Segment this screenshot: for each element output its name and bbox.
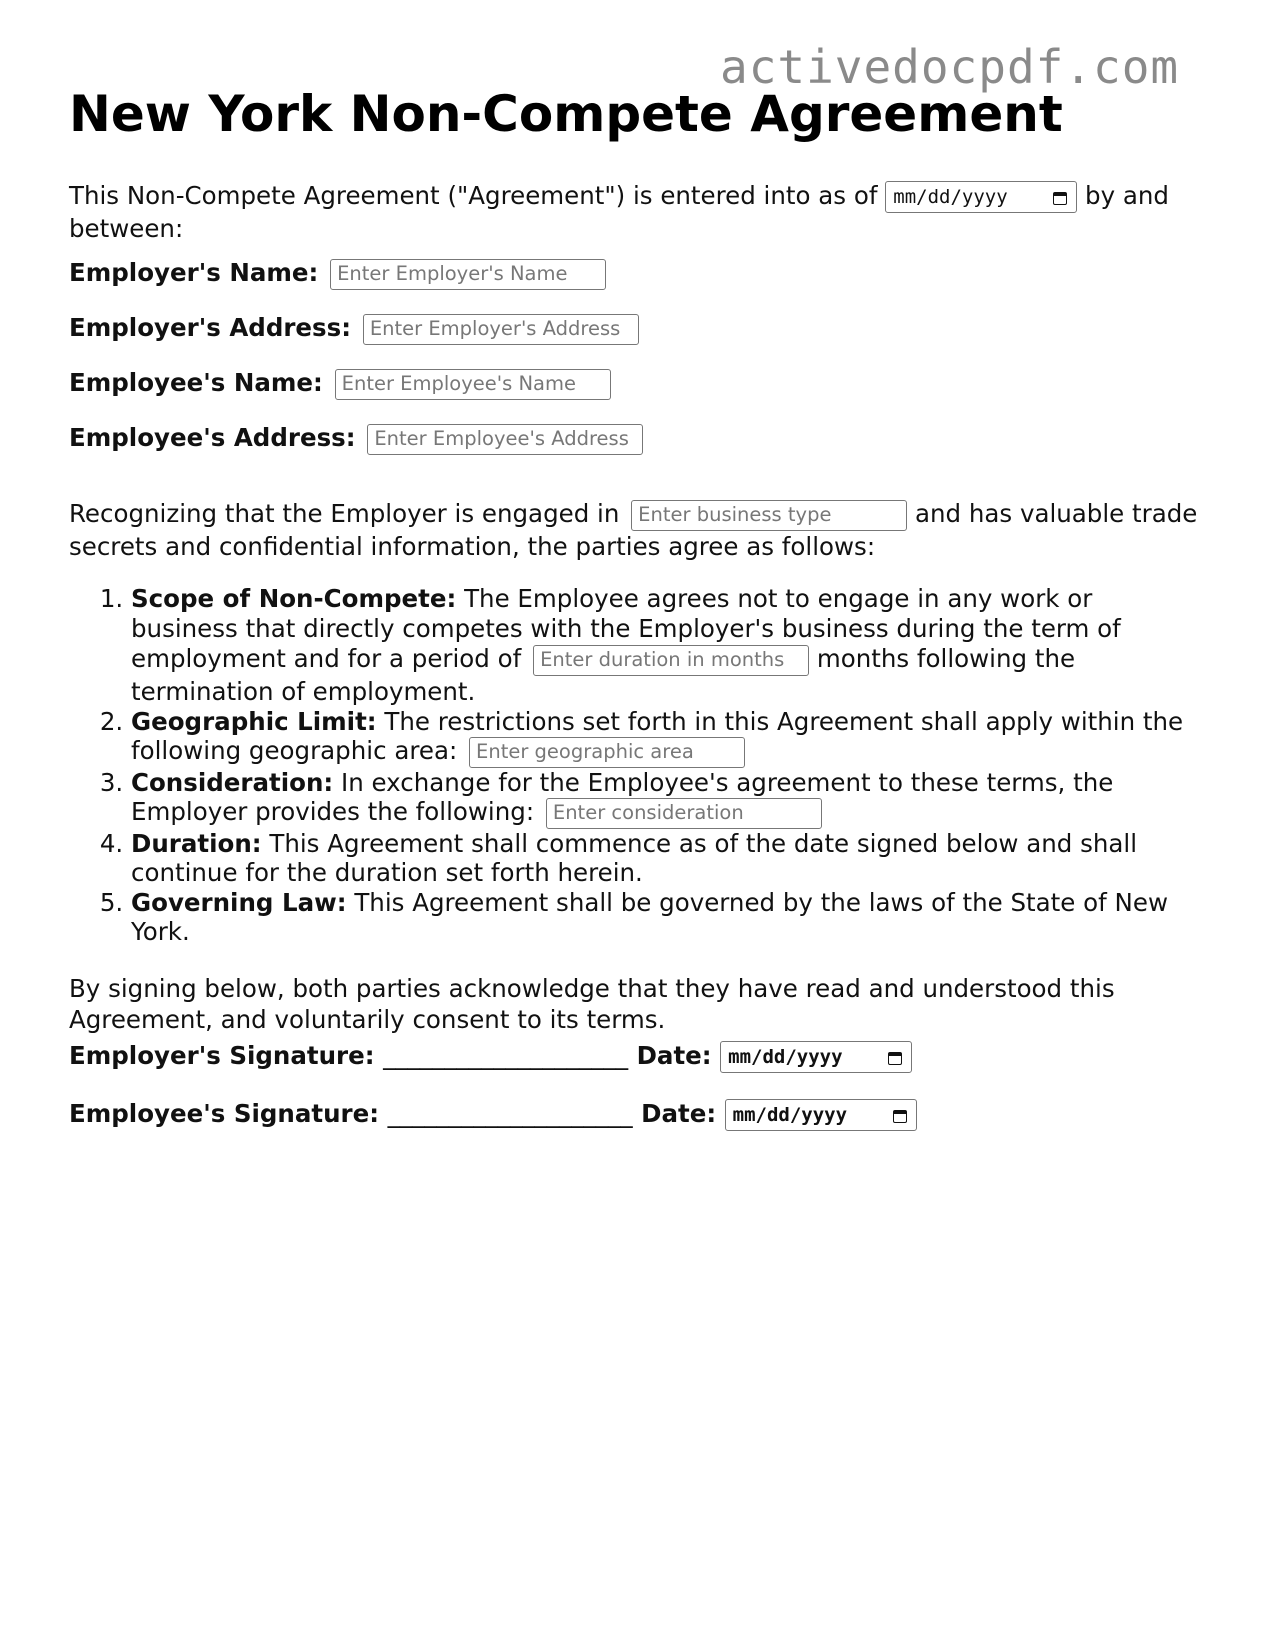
employer-name-input[interactable]: Enter Employer's Name <box>330 259 606 290</box>
employer-name-label: Employer's Name: <box>69 258 319 287</box>
clause-scope <box>131 584 1199 707</box>
intro-text-after: by and between: <box>69 181 1169 243</box>
date-placeholder: mm/dd/yyyy <box>732 1104 848 1126</box>
employee-signature-row <box>69 1098 917 1131</box>
clauses-list <box>69 584 1199 947</box>
employee-date-label: Date: <box>641 1099 717 1128</box>
clause-title: Governing Law: <box>131 887 347 917</box>
clause-text: The restrictions set forth in this Agreement shall apply within the following geographic area: <box>131 706 1184 765</box>
employer-name-row <box>69 257 606 290</box>
recognizing-paragraph <box>69 498 1199 562</box>
clause-title: Scope of Non-Compete: <box>131 584 457 613</box>
date-placeholder: mm/dd/yyyy <box>893 185 1008 208</box>
clause-text-after: months following the termination of employment. <box>131 644 1076 706</box>
clause-text: In exchange for the Employee's agreement to these terms, the Employer provides the following: <box>131 767 1114 826</box>
employee-address-label: Employee's Address: <box>69 423 356 452</box>
recognizing-text-after: and has valuable trade secrets and confidential information, the parties agree as follows: <box>69 499 1198 561</box>
calendar-icon[interactable] <box>893 1108 909 1123</box>
clause-title: Geographic Limit: <box>131 706 377 736</box>
employee-date-input[interactable] <box>725 1099 917 1131</box>
employee-address-row <box>69 422 643 455</box>
clause-text: This Agreement shall be governed by the laws of the State of New York. <box>131 887 1168 946</box>
intro-text-before: This Non-Compete Agreement ("Agreement") is entered into as of <box>69 181 878 210</box>
page-title: New York Non-Compete Agreement <box>69 85 1063 143</box>
duration-months-input[interactable]: Enter duration in months <box>533 645 809 676</box>
date-placeholder: mm/dd/yyyy <box>728 1046 843 1068</box>
employer-date-input[interactable] <box>720 1041 912 1073</box>
employee-name-label: Employee's Name: <box>69 368 323 397</box>
employer-address-label: Employer's Address: <box>69 313 352 342</box>
clause-governing-law <box>131 888 1199 947</box>
employer-address-row <box>69 312 639 345</box>
employer-date-label: Date: <box>636 1041 712 1070</box>
employee-name-row <box>69 367 611 400</box>
business-type-input[interactable]: Enter business type <box>631 500 907 531</box>
employer-signature-row <box>69 1040 912 1073</box>
employee-signature-label: Employee's Signature: <box>69 1099 380 1128</box>
employee-signature-line[interactable]: ____________________ <box>387 1099 633 1128</box>
geographic-area-input[interactable]: Enter geographic area <box>469 737 745 768</box>
agreement-date-input[interactable] <box>885 181 1077 213</box>
clause-title: Duration: <box>131 828 262 858</box>
recognizing-text-before: Recognizing that the Employer is engaged in <box>69 499 620 528</box>
clause-title: Consideration: <box>131 767 334 797</box>
intro-paragraph <box>69 180 1199 244</box>
closing-paragraph: By signing below, both parties acknowledge that they have read and understood this Agreement, and voluntarily consent to its terms. <box>69 974 1115 1034</box>
employer-address-input[interactable]: Enter Employer's Address <box>363 314 639 345</box>
employee-name-input[interactable]: Enter Employee's Name <box>335 369 611 400</box>
calendar-icon[interactable] <box>1053 190 1069 205</box>
clause-text: This Agreement shall commence as of the date signed below and shall continue for the duration set forth herein. <box>131 828 1138 887</box>
clause-duration <box>131 829 1199 888</box>
clause-text: The Employee agrees not to engage in any work or business that directly competes with the Employer's business during the term of employment and for a period of <box>131 584 1121 673</box>
consideration-input[interactable]: Enter consideration <box>546 798 822 829</box>
clause-consideration <box>131 768 1199 829</box>
employer-signature-line[interactable]: ____________________ <box>383 1041 629 1070</box>
employee-address-input[interactable]: Enter Employee's Address <box>367 424 643 455</box>
calendar-icon[interactable] <box>888 1050 904 1065</box>
employer-signature-label: Employer's Signature: <box>69 1041 375 1070</box>
watermark: activedocpdf.com <box>720 40 1180 94</box>
clause-geographic <box>131 707 1199 768</box>
